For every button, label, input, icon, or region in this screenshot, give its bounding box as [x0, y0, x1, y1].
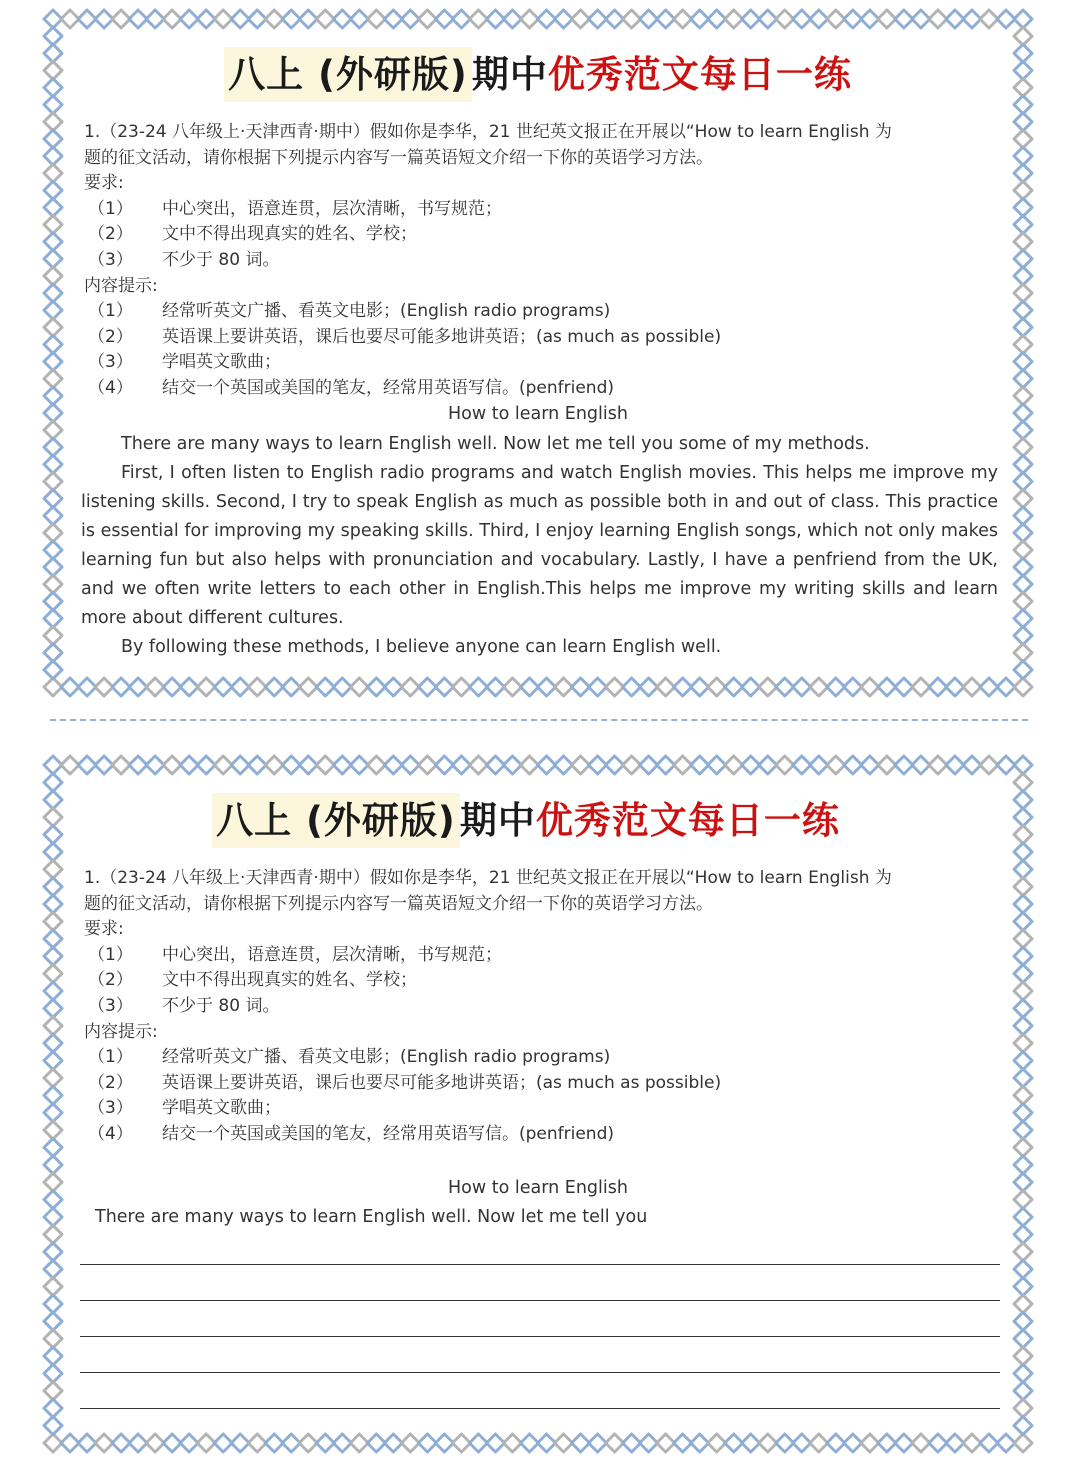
hint-item: （1） 经常听英文广播、看英文电影；(English radio programs): [88, 1047, 611, 1068]
title-highlight: 八上 (外研版): [212, 793, 460, 848]
requirement-item: （1） 中心突出，语意连贯，层次清晰，书写规范；: [88, 198, 502, 219]
requirement-item: （2） 文中不得出现真实的姓名、学校；: [88, 224, 417, 245]
requirement-item: （3） 不少于 80 词。: [88, 249, 280, 270]
requirements-heading: 要求:: [84, 919, 124, 940]
writing-line[interactable]: [80, 1301, 1000, 1337]
hint-item: （1） 经常听英文广播、看英文电影；(English radio programs): [88, 301, 611, 322]
writing-line[interactable]: [80, 1229, 1000, 1265]
writing-line[interactable]: [80, 1337, 1000, 1373]
prompt-line: 题的征文活动，请你根据下列提示内容写一篇英语短文介绍一下你的英语学习方法。: [84, 147, 713, 168]
essay-paragraph: By following these methods, I believe anyone can learn English well.: [121, 637, 722, 657]
prompt-line: 1.（23-24 八年级上·天津西青·期中）假如你是李华，21 世纪英文报正在开展以“How to learn English 为: [84, 868, 892, 888]
page-title: 八上 (外研版) 期中优秀范文每日一练: [66, 790, 986, 844]
hint-item: （4） 结交一个英国或美国的笔友，经常用英语写信。(penfriend): [88, 377, 615, 398]
title-highlight: 八上 (外研版): [224, 47, 472, 102]
model-essay-card: [42, 8, 1034, 698]
hint-item: （2） 英语课上要讲英语，课后也要尽可能多地讲英语；(as much as possible): [88, 326, 722, 347]
hints-heading: 内容提示:: [84, 1021, 158, 1042]
page-title: 八上 (外研版) 期中优秀范文每日一练: [78, 44, 998, 98]
writing-line[interactable]: [80, 1373, 1000, 1409]
essay-title: How to learn English: [448, 1178, 628, 1198]
essay-starter: There are many ways to learn English well. Now let me tell you: [95, 1207, 648, 1227]
essay-paragraph: First, I often listen to English radio programs and watch English movies. This helps me improve my listening skills. Second, I try to speak English as much as possible both in and out of class. This practice is essential for improving my speaking skills. Third, I enjoy learning English songs, which not only makes learning fun but also helps with pronunciation and vocabulary. Lastly, I have a penfriend from the UK, and we often write letters to each other in English.This helps me improve my writing skills and learn more about different cultures.: [81, 463, 998, 628]
requirement-item: （3） 不少于 80 词。: [88, 995, 280, 1016]
model-essay: [81, 430, 998, 662]
requirements-heading: 要求:: [84, 173, 124, 194]
section-divider: [50, 719, 1028, 721]
hint-item: （3） 学唱英文歌曲；: [88, 352, 281, 373]
writing-lines: [80, 1229, 1000, 1409]
hints-heading: 内容提示:: [84, 275, 158, 296]
prompt-line: 1.（23-24 八年级上·天津西青·期中）假如你是李华，21 世纪英文报正在开展以“How to learn English 为: [84, 122, 892, 142]
hint-item: （2） 英语课上要讲英语，课后也要尽可能多地讲英语；(as much as possible): [88, 1072, 722, 1093]
requirement-item: （1） 中心突出，语意连贯，层次清晰，书写规范；: [88, 944, 502, 965]
prompt-line: 题的征文活动，请你根据下列提示内容写一篇英语短文介绍一下你的英语学习方法。: [84, 893, 713, 914]
practice-card: [42, 754, 1034, 1454]
requirement-item: （2） 文中不得出现真实的姓名、学校；: [88, 970, 417, 991]
essay-paragraph: There are many ways to learn English well. Now let me tell you some of my methods.: [121, 434, 870, 454]
essay-title: How to learn English: [448, 404, 628, 424]
writing-prompt: [84, 866, 998, 1148]
writing-prompt: [84, 120, 998, 402]
hint-item: （4） 结交一个英国或美国的笔友，经常用英语写信。(penfriend): [88, 1123, 615, 1144]
writing-line[interactable]: [80, 1265, 1000, 1301]
hint-item: （3） 学唱英文歌曲；: [88, 1098, 281, 1119]
